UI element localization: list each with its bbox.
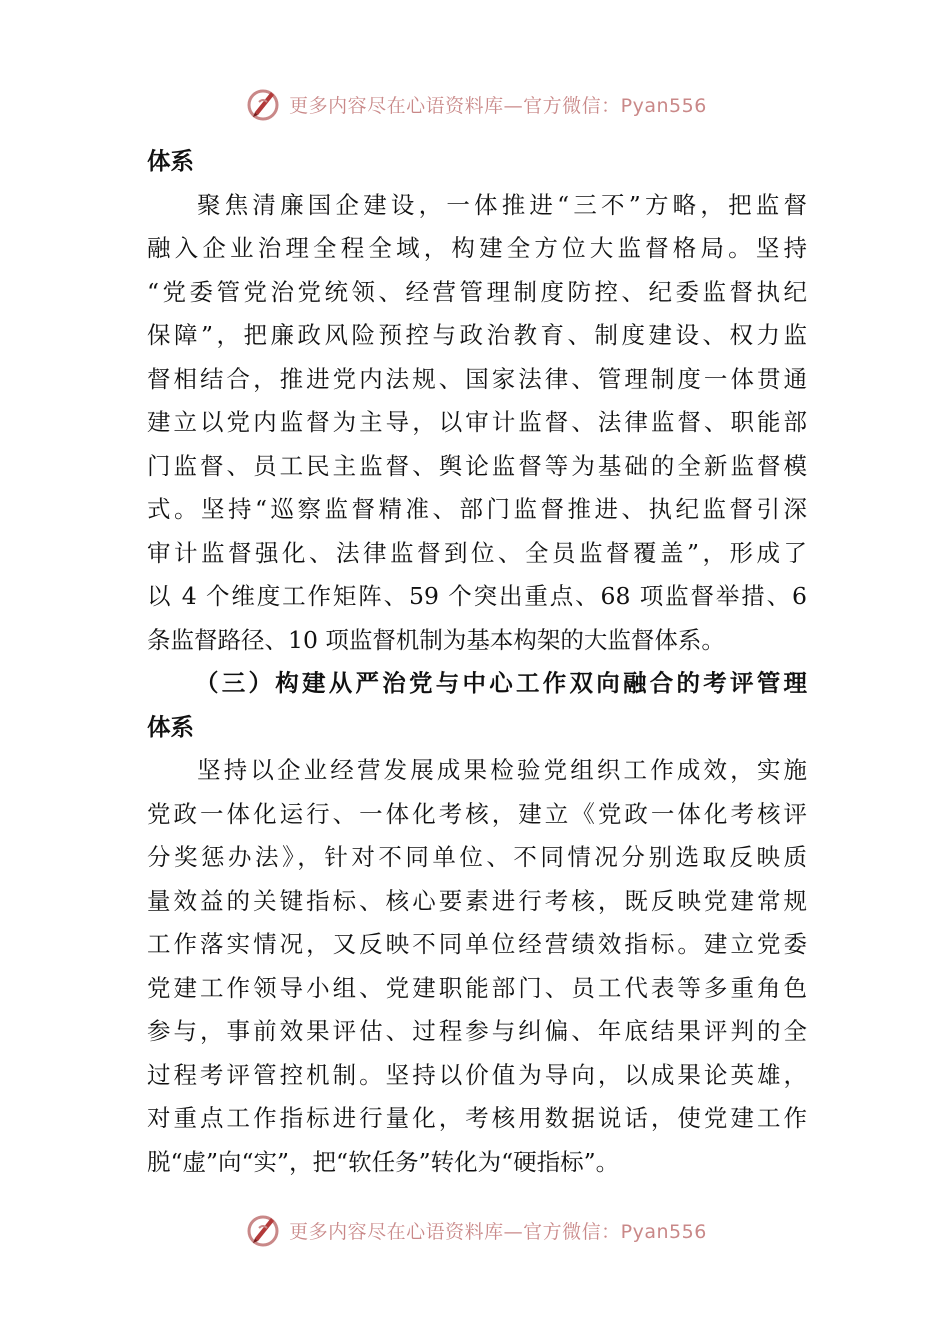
paragraph-line: 保障”，把廉政风险预控与政治教育、制度建设、权力监 xyxy=(147,321,807,349)
paragraph-line: 过程考评管控机制。坚持以价值为导向，以成果论英雄， xyxy=(147,1060,807,1089)
section-heading-continuation: 体系 xyxy=(147,712,194,741)
wechat-id: Pyan556 xyxy=(620,94,707,117)
paragraph-line: “党委管党治党统领、经营管理制度防控、纪委监督执纪 xyxy=(147,277,807,306)
paragraph-line: 门监督、员工民主监督、舆论监督等为基础的全新监督模 xyxy=(147,451,807,480)
paragraph-line: 坚持以企业经营发展成果检验党组织工作成效，实施 xyxy=(197,756,807,784)
paragraph-line: 分奖惩办法》，针对不同单位、不同情况分别选取反映质 xyxy=(147,843,807,871)
paragraph-line: 式。坚持“巡察监督精准、部门监督推进、执纪监督引深 xyxy=(147,495,807,523)
paragraph-line: 量效益的关键指标、核心要素进行考核，既反映党建常规 xyxy=(147,886,807,915)
paragraph-line: 脱“虚”向“实”，把“软任务”转化为“硬指标”。 xyxy=(147,1147,620,1176)
paragraph-line: 审计监督强化、法律监督到位、全员监督覆盖”，形成了 xyxy=(147,538,807,567)
paragraph-line: 以 4 个维度工作矩阵、59 个突出重点、68 项监督举措、6 xyxy=(147,582,807,610)
paragraph-line: 党建工作领导小组、党建职能部门、员工代表等多重角色 xyxy=(147,973,807,1002)
watermark-label: 更多内容尽在心语资料库—官方微信： xyxy=(289,94,621,117)
pen-circle-logo-icon xyxy=(243,1210,283,1250)
section-heading: （三）构建从严治党与中心工作双向融合的考评管理 xyxy=(195,669,807,697)
paragraph-line: 党政一体化运行、一体化考核，建立《党政一体化考核评 xyxy=(147,799,807,828)
paragraph-line: 工作落实情况，又反映不同单位经营绩效指标。建立党委 xyxy=(147,930,807,958)
paragraph-line: 督相结合，推进党内法规、国家法律、管理制度一体贯通 xyxy=(147,364,807,393)
header-watermark xyxy=(0,82,950,126)
wechat-id: Pyan556 xyxy=(620,1220,707,1243)
heading-continuation: 体系 xyxy=(147,147,194,175)
footer-watermark-text xyxy=(289,1217,707,1244)
paragraph-line: 融入企业治理全程全域，构建全方位大监督格局。坚持 xyxy=(147,234,807,262)
paragraph-line: 条监督路径、10 项监督机制为基本构架的大监督体系。 xyxy=(147,625,725,654)
watermark-label: 更多内容尽在心语资料库—官方微信： xyxy=(289,1220,621,1243)
paragraph-line: 聚焦清廉国企建设，一体推进“三不”方略，把监督 xyxy=(197,190,807,219)
footer-watermark xyxy=(0,1208,950,1252)
paragraph-line: 对重点工作指标进行量化，考核用数据说话，使党建工作 xyxy=(147,1104,807,1132)
header-watermark-text xyxy=(289,91,707,118)
pen-circle-logo-icon xyxy=(243,84,283,124)
paragraph-line: 参与，事前效果评估、过程参与纠偏、年底结果评判的全 xyxy=(147,1017,807,1045)
document-body xyxy=(147,140,807,1184)
paragraph-line: 建立以党内监督为主导，以审计监督、法律监督、职能部 xyxy=(147,408,807,436)
